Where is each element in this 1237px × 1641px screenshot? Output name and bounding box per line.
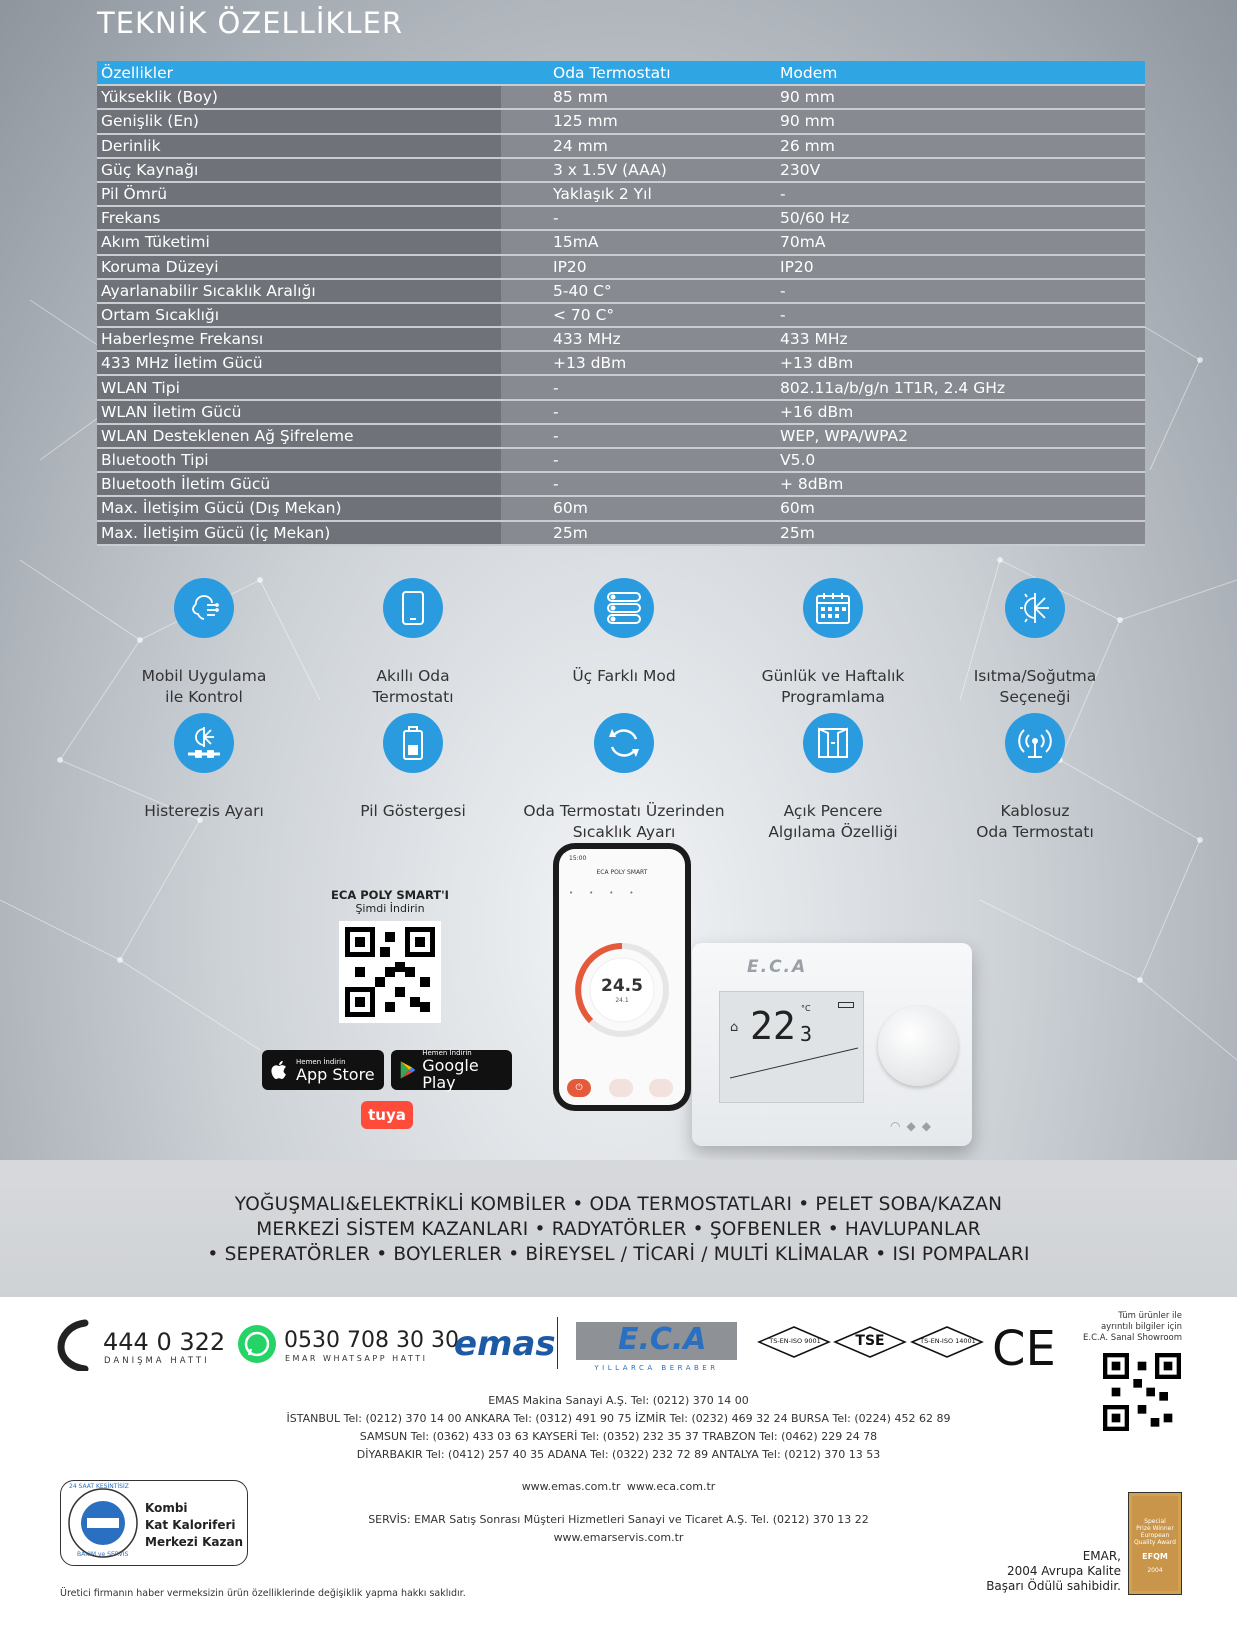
- phone-power-button[interactable]: ⏻: [567, 1079, 591, 1097]
- table-cell: Max. İletişim Gücü (İç Mekan): [97, 521, 501, 545]
- smartphone: [553, 843, 691, 1111]
- address-line-4: DİYARBAKIR Tel: (0412) 257 40 35 ADANA Tel: (0322) 232 72 89 ANTALYA Tel: (0212) 370 13 53: [356, 1448, 881, 1461]
- showroom-text: [1062, 1311, 1182, 1344]
- phone-app-name: ECA POLY SMART: [596, 869, 648, 876]
- feature-label: [519, 666, 729, 687]
- product-line-1: YOĞUŞMALI&ELEKTRİKLİ KOMBİLER • ODA TERMOSTATLARI • PELET SOBA/KAZAN: [234, 1194, 1003, 1215]
- phone-mode-icons: ••••: [569, 889, 650, 897]
- apple-icon: [270, 1059, 290, 1081]
- table-cell: Bluetooth Tipi: [97, 448, 501, 472]
- app-download-block: [320, 888, 460, 1023]
- battery-icon: [383, 713, 443, 773]
- table-row: [97, 521, 1145, 545]
- thermostat-brand: E.C.A: [747, 957, 808, 977]
- page-title: TEKNİK ÖZELLİKLER: [97, 6, 404, 40]
- table-row: [97, 109, 1145, 133]
- cert-iso9001: TS-EN-ISO 9001: [769, 1337, 821, 1345]
- table-cell: 125 mm: [501, 109, 761, 133]
- table-row: [97, 230, 1145, 254]
- address-line-1: EMAS Makina Sanayi A.Ş. Tel: (0212) 370 14 00: [488, 1394, 749, 1407]
- table-cell: Max. İletişim Gücü (Dış Mekan): [97, 496, 501, 520]
- refresh-arrows-icon: [594, 713, 654, 773]
- table-cell: Ayarlanabilir Sıcaklık Aralığı: [97, 279, 501, 303]
- spec-table: [97, 61, 1145, 546]
- tuya-logo: tuya: [361, 1101, 413, 1129]
- table-row: [97, 85, 1145, 109]
- device-icons: ◠◆◆: [890, 1119, 937, 1133]
- table-cell: 802.11a/b/g/n 1T1R, 2.4 GHz: [761, 375, 1145, 399]
- service-badge: [60, 1480, 248, 1566]
- feature-label-line-1: Pil Göstergesi: [360, 802, 466, 820]
- award-line-1: Special: [1144, 1518, 1166, 1525]
- table-row: [97, 400, 1145, 424]
- lcd-battery-icon: [838, 1002, 854, 1008]
- table-cell: -: [761, 182, 1145, 206]
- cert-iso14001: TS-EN-ISO 14001: [920, 1337, 976, 1345]
- app-store-small: Hemen İndirin: [296, 1057, 346, 1066]
- ce-mark: CE: [992, 1321, 1056, 1377]
- table-cell: Haberleşme Frekansı: [97, 327, 501, 351]
- hotline-number[interactable]: 444 0 322: [103, 1328, 226, 1356]
- google-play-button[interactable]: [391, 1050, 512, 1090]
- showroom-line-1: Tüm ürünler ile: [1118, 1311, 1182, 1321]
- phone-settings-button[interactable]: [649, 1079, 673, 1097]
- table-cell: 90 mm: [761, 109, 1145, 133]
- table-cell: -: [501, 400, 761, 424]
- phone-handset-icon: [55, 1319, 103, 1371]
- eca-slogan: YILLARCA BERABER: [594, 1364, 719, 1372]
- eca-logo: E.C.A: [618, 1322, 707, 1357]
- table-cell: 433 MHz: [761, 327, 1145, 351]
- table-cell: -: [761, 279, 1145, 303]
- phone-temperature: 24.5: [601, 976, 643, 996]
- table-cell: 230V: [761, 158, 1145, 182]
- table-cell: Genişlik (En): [97, 109, 501, 133]
- feature-label: [728, 666, 938, 708]
- table-cell: Ortam Sıcaklığı: [97, 303, 501, 327]
- table-cell: IP20: [501, 255, 761, 279]
- table-row: [97, 472, 1145, 496]
- thermostat-lcd: [719, 991, 864, 1103]
- table-cell: V5.0: [761, 448, 1145, 472]
- feature-label: [99, 666, 309, 708]
- service-text: SERVİS: EMAR Satış Sonrası Müşteri Hizmetleri Sanayi ve Ticaret A.Ş. Tel. (0212) 370 13 22: [368, 1513, 869, 1526]
- table-row: [97, 375, 1145, 399]
- qr-subtitle: Şimdi İndirin: [355, 902, 425, 915]
- open-window-icon: [803, 713, 863, 773]
- table-cell: Bluetooth İletim Gücü: [97, 472, 501, 496]
- whatsapp-label: EMAR WHATSAPP HATTI: [285, 1354, 428, 1363]
- award-badge-inner: [1132, 1496, 1178, 1591]
- table-cell: 15mA: [501, 230, 761, 254]
- table-cell: -: [501, 472, 761, 496]
- feature-item: [930, 578, 1140, 708]
- feature-label-line-1: Mobil Uygulama: [141, 667, 267, 685]
- feature-label-line-1: Histerezis Ayarı: [144, 802, 264, 820]
- table-row: [97, 351, 1145, 375]
- table-header-cell: Oda Termostatı: [501, 61, 761, 85]
- feature-label: [519, 801, 729, 843]
- feature-label-line-2: Algılama Özelliği: [768, 823, 898, 841]
- table-cell: Koruma Düzeyi: [97, 255, 501, 279]
- table-cell: 26 mm: [761, 134, 1145, 158]
- feature-label-line-1: Isıtma/Soğutma: [973, 667, 1097, 685]
- table-cell: 433 MHz İletim Gücü: [97, 351, 501, 375]
- table-row: [97, 496, 1145, 520]
- whatsapp-number[interactable]: 0530 708 30 30: [284, 1328, 459, 1353]
- table-cell: -: [761, 303, 1145, 327]
- table-cell: 3 x 1.5V (AAA): [501, 158, 761, 182]
- table-cell: +16 dBm: [761, 400, 1145, 424]
- feature-label-line-2: Oda Termostatı: [976, 823, 1094, 841]
- award-badge: [1128, 1492, 1182, 1595]
- award-line-4: Quality Award: [1134, 1539, 1176, 1546]
- table-cell: Yükseklik (Boy): [97, 85, 501, 109]
- table-cell: 50/60 Hz: [761, 206, 1145, 230]
- phone-screen: [559, 849, 685, 1105]
- cert-tse: TSE: [855, 1333, 885, 1349]
- table-cell: +13 dBm: [501, 351, 761, 375]
- feature-label-line-2: Programlama: [781, 688, 885, 706]
- award-line-5: EFQM: [1142, 1552, 1168, 1561]
- feature-item: [308, 578, 518, 708]
- table-cell: 25m: [761, 521, 1145, 545]
- app-store-label: App Store: [296, 1064, 375, 1084]
- emas-logo: emas: [454, 1324, 556, 1364]
- award-line-6: 2004: [1147, 1567, 1163, 1574]
- phone-time: 15:00: [569, 855, 587, 862]
- sun-snow-icon: [1005, 578, 1065, 638]
- product-line-2: MERKEZİ SİSTEM KAZANLARI • RADYATÖRLER • ŞOFBENLER • HAVLUPANLAR: [256, 1219, 981, 1240]
- feature-label-line-2: ile Kontrol: [165, 688, 243, 706]
- table-row: [97, 327, 1145, 351]
- table-cell: WLAN Tipi: [97, 375, 501, 399]
- badge-line-2: Kat Kaloriferi: [145, 1518, 236, 1532]
- table-header-cell: Özellikler: [97, 61, 501, 85]
- disclaimer: Üretici firmanın haber vermeksizin ürün özelliklerinde değişiklik yapma hakkı saklıdır.: [60, 1588, 466, 1599]
- feature-label-line-1: Açık Pencere: [783, 802, 883, 820]
- table-row: [97, 134, 1145, 158]
- calendar-icon: [803, 578, 863, 638]
- lcd-decimal: 3: [800, 1022, 813, 1046]
- table-row: [97, 448, 1145, 472]
- table-cell: < 70 C°: [501, 303, 761, 327]
- brain-chip-icon: [174, 578, 234, 638]
- thermostat-device: [692, 943, 972, 1146]
- wireless-signal-icon: [1005, 713, 1065, 773]
- badge-line-3: Merkezi Kazan: [145, 1535, 244, 1549]
- feature-item: [728, 578, 938, 708]
- table-cell: WLAN İletim Gücü: [97, 400, 501, 424]
- whatsapp-icon: [237, 1324, 277, 1364]
- showroom-line-3: E.C.A. Sanal Showroom: [1083, 1333, 1182, 1343]
- product-lines-band: [0, 1160, 1237, 1297]
- phone-sub-temperature: 24.1: [615, 997, 629, 1004]
- feature-item: [308, 713, 518, 822]
- footer: [0, 1297, 1237, 1641]
- badge-line-1: Kombi: [145, 1501, 188, 1515]
- table-cell: Akım Tüketimi: [97, 230, 501, 254]
- table-cell: +13 dBm: [761, 351, 1145, 375]
- table-row: [97, 279, 1145, 303]
- feature-label: [930, 666, 1140, 708]
- table-row: [97, 206, 1145, 230]
- google-play-label: Google Play: [422, 1056, 479, 1092]
- feature-item: [728, 713, 938, 843]
- address-line-3: SAMSUN Tel: (0362) 433 03 63 KAYSERİ Tel: (0352) 232 35 37 TRABZON Tel: (0462) 229 24 78: [359, 1430, 878, 1443]
- table-cell: 70mA: [761, 230, 1145, 254]
- hysteresis-icon: [174, 713, 234, 773]
- table-cell: WLAN Desteklenen Ağ Şifreleme: [97, 424, 501, 448]
- google-play-small: Hemen İndirin: [422, 1049, 472, 1057]
- feature-item: [519, 578, 729, 687]
- feature-item: [930, 713, 1140, 843]
- table-cell: 60m: [761, 496, 1145, 520]
- table-header-row: [97, 61, 1145, 85]
- table-cell: WEP, WPA/WPA2: [761, 424, 1145, 448]
- address-block: [0, 1392, 1237, 1464]
- feature-label-line-1: Günlük ve Haftalık: [761, 667, 905, 685]
- website-links[interactable]: www.emas.com.tr www.eca.com.tr: [521, 1480, 716, 1493]
- feature-label-line-1: Üç Farklı Mod: [572, 667, 676, 685]
- qr-title: ECA POLY SMART'I: [331, 888, 449, 902]
- hotline-label: DANIŞMA HATTI: [104, 1356, 210, 1366]
- phone-fan-button[interactable]: [609, 1079, 633, 1097]
- table-cell: 24 mm: [501, 134, 761, 158]
- feature-label-line-1: Akıllı Oda: [376, 667, 450, 685]
- table-cell: + 8dBm: [761, 472, 1145, 496]
- qr-code-icon: [345, 927, 435, 1017]
- address-line-2: İSTANBUL Tel: (0212) 370 14 00 ANKARA Tel: (0312) 491 90 75 İZMİR Tel: (0232) 469 32 24 BURSA Tel: (0224) 452 62 89: [286, 1412, 951, 1425]
- badge-ring-text-2: BAKIM ve SERVİS: [77, 1551, 129, 1558]
- service-website[interactable]: www.emarservis.com.tr: [553, 1531, 684, 1544]
- feature-label: [930, 801, 1140, 843]
- feature-label: [308, 801, 518, 822]
- feature-item: [99, 713, 309, 822]
- emar-line-2: 2004 Avrupa Kalite: [1006, 1564, 1121, 1578]
- award-line-2: Prize Winner: [1136, 1525, 1174, 1532]
- feature-label-line-2: Sıcaklık Ayarı: [572, 823, 676, 841]
- table-cell: Frekans: [97, 206, 501, 230]
- logo-divider: [557, 1317, 558, 1369]
- app-store-button[interactable]: [262, 1050, 384, 1090]
- feature-label-line-2: Termostatı: [372, 688, 454, 706]
- table-cell: Güç Kaynağı: [97, 158, 501, 182]
- table-row: [97, 303, 1145, 327]
- emar-line-1: EMAR,: [1082, 1549, 1121, 1563]
- feature-label-line-1: Oda Termostatı Üzerinden: [523, 802, 725, 820]
- table-cell: Derinlik: [97, 134, 501, 158]
- table-cell: IP20: [761, 255, 1145, 279]
- table-row: [97, 182, 1145, 206]
- google-play-icon: [399, 1059, 416, 1081]
- table-cell: -: [501, 375, 761, 399]
- feature-label-line-2: Seçeneği: [999, 688, 1071, 706]
- product-line-3: • SEPERATÖRLER • BOYLERLER • BİREYSEL / TİCARİ / MULTİ KLİMALAR • ISI POMPALARI: [207, 1244, 1030, 1265]
- table-cell: 60m: [501, 496, 761, 520]
- lcd-line: [730, 1044, 860, 1080]
- award-line-3: European: [1140, 1532, 1170, 1539]
- table-row: [97, 255, 1145, 279]
- qr-code[interactable]: [339, 921, 441, 1023]
- table-row: [97, 424, 1145, 448]
- table-cell: Yaklaşık 2 Yıl: [501, 182, 761, 206]
- table-cell: 25m: [501, 521, 761, 545]
- table-cell: -: [501, 424, 761, 448]
- list-mode-icon: [594, 578, 654, 638]
- emar-line-3: Başarı Ödülü sahibidir.: [986, 1579, 1121, 1593]
- feature-label: [308, 666, 518, 708]
- service-badge-seal: [65, 1485, 141, 1561]
- feature-label: [99, 801, 309, 822]
- badge-ring-text: 24 SAAT KESİNTİSİZ: [69, 1483, 129, 1490]
- feature-item: [99, 578, 309, 708]
- badge-text: [145, 1500, 243, 1551]
- table-header-cell: Modem: [761, 61, 1145, 85]
- table-cell: 90 mm: [761, 85, 1145, 109]
- feature-label: [728, 801, 938, 843]
- showroom-line-2: ayrıntılı bilgiler için: [1100, 1322, 1182, 1332]
- table-cell: 5-40 C°: [501, 279, 761, 303]
- table-cell: 433 MHz: [501, 327, 761, 351]
- table-row: [97, 158, 1145, 182]
- feature-label-line-1: Kablosuz: [1000, 802, 1070, 820]
- thermostat-knob: [878, 1006, 958, 1086]
- table-cell: -: [501, 448, 761, 472]
- emar-award-text: [960, 1549, 1121, 1594]
- feature-item: [519, 713, 729, 843]
- home-icon: ⌂: [730, 1020, 739, 1035]
- lcd-temperature: 22: [750, 1004, 796, 1048]
- table-cell: 85 mm: [501, 85, 761, 109]
- table-cell: -: [501, 206, 761, 230]
- lcd-unit: °C: [801, 1004, 811, 1013]
- table-cell: Pil Ömrü: [97, 182, 501, 206]
- smartphone-icon: [383, 578, 443, 638]
